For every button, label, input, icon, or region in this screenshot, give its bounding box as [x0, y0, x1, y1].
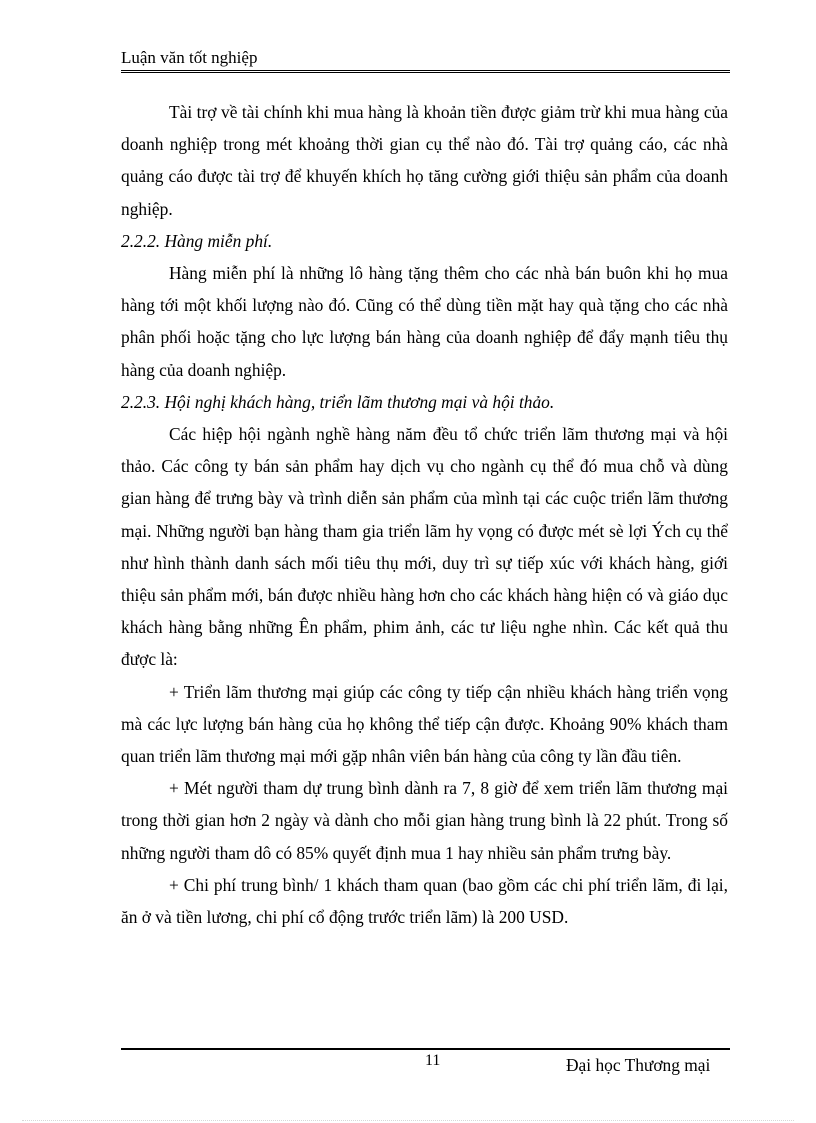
paragraph-3: Các hiệp hội ngành nghề hàng năm đều tổ chức triển lãm thương mại và hội thảo. Các công ty bán sản phẩm hay dịch vụ cho ngành cụ thể đó mua chỗ và dùng gian hàng để trưng bày và trình diễn sản phẩm của mình tại các cuộc triển lãm thương mại. Những người bạn hàng tham gia triển lãm hy vọng có được mét sè lợi Ých cụ thể như hình thành danh sách mối tiêu thụ mới, duy trì sự tiếp xúc với khách hàng, giới thiệu sản phẩm mới, bán được nhiều hàng hơn cho các khách hàng hiện có và giáo dục khách hàng bằng những Ên phẩm, phim ảnh, các tư liệu nghe nhìn. Các kết quả thu được là: — [121, 424, 728, 670]
footer-university-name: Đại học Thương mại — [566, 1055, 711, 1075]
paragraph-6: + Chi phí trung bình/ 1 khách tham quan (bao gồm các chi phí triển lãm, đi lại, ăn ở và tiền lương, chi phí cổ động trước triển lãm) là 200 USD. — [121, 874, 728, 928]
header-title: Luận văn tốt nghiệp — [121, 48, 258, 67]
paragraph-5: + Mét người tham dự trung bình dành ra 7, 8 giờ để xem triển lãm thương mại trong thời gian hơn 2 ngày và dành cho mỗi gian hàng trung bình là 22 phút. Trong số những người tham dô có 85% quyết định mua 1 hay nhiều sản phẩm trưng bày. — [121, 778, 728, 863]
document-body — [121, 96, 728, 933]
footer-rule — [121, 1048, 730, 1050]
section-heading-2-2-2: 2.2.2. Hàng miễn phí. — [121, 230, 273, 251]
paragraph-1: Tài trợ về tài chính khi mua hàng là khoản tiền được giảm trừ khi mua hàng của doanh nghiệp trong mét khoảng thời gian cụ thể nào đó. Tài trợ quảng cáo, các nhà quảng cáo được tài trợ để khuyến khích họ tăng cường giới thiệu sản phẩm của doanh nghiệp. — [121, 102, 728, 219]
paragraph-2: Hàng miễn phí là những lô hàng tặng thêm cho các nhà bán buôn khi họ mua hàng tới một khối lượng nào đó. Cũng có thể dùng tiền mặt hay quà tặng cho các nhà phân phối hoặc tặng cho lực lượng bán hàng của doanh nghiệp để đẩy mạnh tiêu thụ hàng của doanh nghiệp. — [121, 263, 728, 380]
header-rule — [121, 70, 730, 73]
section-heading-2-2-3: 2.2.3. Hội nghị khách hàng, triển lãm thương mại và hội thảo. — [121, 391, 555, 412]
page-edge-divider — [22, 1120, 794, 1121]
paragraph-4: + Triển lãm thương mại giúp các công ty tiếp cận nhiều khách hàng triển vọng mà các lực lượng bán hàng của họ không thể tiếp cận được. Khoảng 90% khách tham quan triển lãm thương mại mới gặp nhân viên bán hàng của công ty lần đầu tiên. — [121, 681, 728, 767]
page-number: 11 — [425, 1052, 441, 1069]
